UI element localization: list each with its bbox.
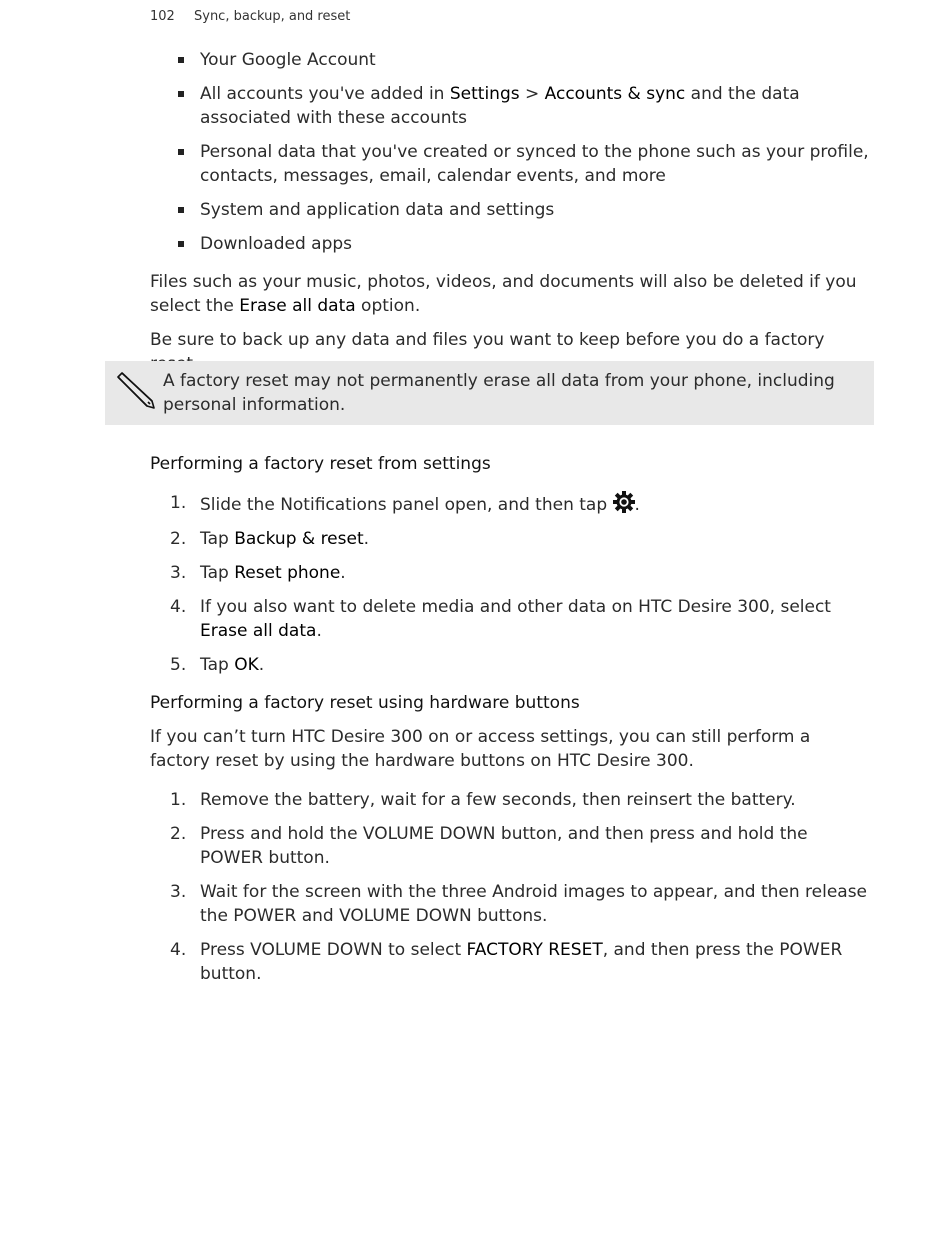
gear-icon xyxy=(613,491,635,513)
files-deleted-paragraph: Files such as your music, photos, videos, and documents will also be deleted if you select the Erase all data option. xyxy=(150,272,857,316)
ui-term-accounts-sync: Accounts & sync xyxy=(544,84,686,104)
ui-term-erase-all-data: Erase all data xyxy=(200,621,317,641)
ui-term-reset-phone: Reset phone xyxy=(234,563,341,583)
hardware-intro-paragraph: If you can’t turn HTC Desire 300 on or access settings, you can still perform a factory reset by using the hardware buttons on HTC Desire 300. xyxy=(150,727,811,771)
list-item: Personal data that you've created or synced to the phone such as your profile, contacts, messages, email, calendar events, and more xyxy=(150,140,875,188)
list-item: 1. Slide the Notifications panel open, and then tap . xyxy=(170,493,640,515)
steps-list xyxy=(150,788,875,986)
list-item: Your Google Account xyxy=(150,48,875,72)
deleted-items-list xyxy=(150,48,875,256)
bullet-square-icon xyxy=(178,57,184,63)
section-settings xyxy=(150,452,875,996)
section-heading: Performing a factory reset using hardware buttons xyxy=(150,693,580,713)
list-item: 2. Press and hold the VOLUME DOWN button, and then press and hold the POWER button. xyxy=(170,824,808,868)
list-item: 3. Wait for the screen with the three Android images to appear, and then release the POWER and VOLUME DOWN buttons. xyxy=(170,882,868,926)
note-text: A factory reset may not permanently erase all data from your phone, including personal information. xyxy=(163,371,835,415)
pencil-icon xyxy=(114,371,156,411)
list-item: 3. Tap Reset phone. xyxy=(170,563,346,583)
page-header xyxy=(150,9,350,24)
main-content xyxy=(150,48,875,376)
bullet-square-icon xyxy=(178,149,184,155)
list-item: Downloaded apps xyxy=(150,232,875,256)
ui-term-ok: OK xyxy=(234,655,259,675)
page-number: 102 xyxy=(150,9,175,24)
steps-list xyxy=(150,491,875,677)
ui-term-erase-all-data: Erase all data xyxy=(239,296,356,316)
bullet-square-icon xyxy=(178,207,184,213)
list-item: 5. Tap OK. xyxy=(170,655,265,675)
ui-term-backup-reset: Backup & reset xyxy=(234,529,364,549)
list-item: 4. If you also want to delete media and other data on HTC Desire 300, select Erase all data. xyxy=(170,597,831,641)
list-item: All accounts you've added in Settings > Accounts & sync and the data associated with these accounts xyxy=(150,82,875,130)
bullet-square-icon xyxy=(178,91,184,97)
backup-warning-paragraph: Be sure to back up any data and files you want to keep before you do a factory xyxy=(150,330,825,350)
list-item: 4. Press VOLUME DOWN to select FACTORY RESET, and then press the POWER button. xyxy=(170,940,843,984)
section-heading: Performing a factory reset from settings xyxy=(150,454,491,474)
ui-term-settings: Settings xyxy=(449,84,520,104)
ui-term-factory-reset: FACTORY RESET xyxy=(466,940,603,960)
note-box xyxy=(105,361,874,425)
list-item: System and application data and settings xyxy=(150,198,875,222)
list-item: 2. Tap Backup & reset. xyxy=(170,529,370,549)
list-item: 1. Remove the battery, wait for a few seconds, then reinsert the battery. xyxy=(170,790,796,810)
section-title: Sync, backup, and reset xyxy=(194,9,351,24)
bullet-square-icon xyxy=(178,241,184,247)
